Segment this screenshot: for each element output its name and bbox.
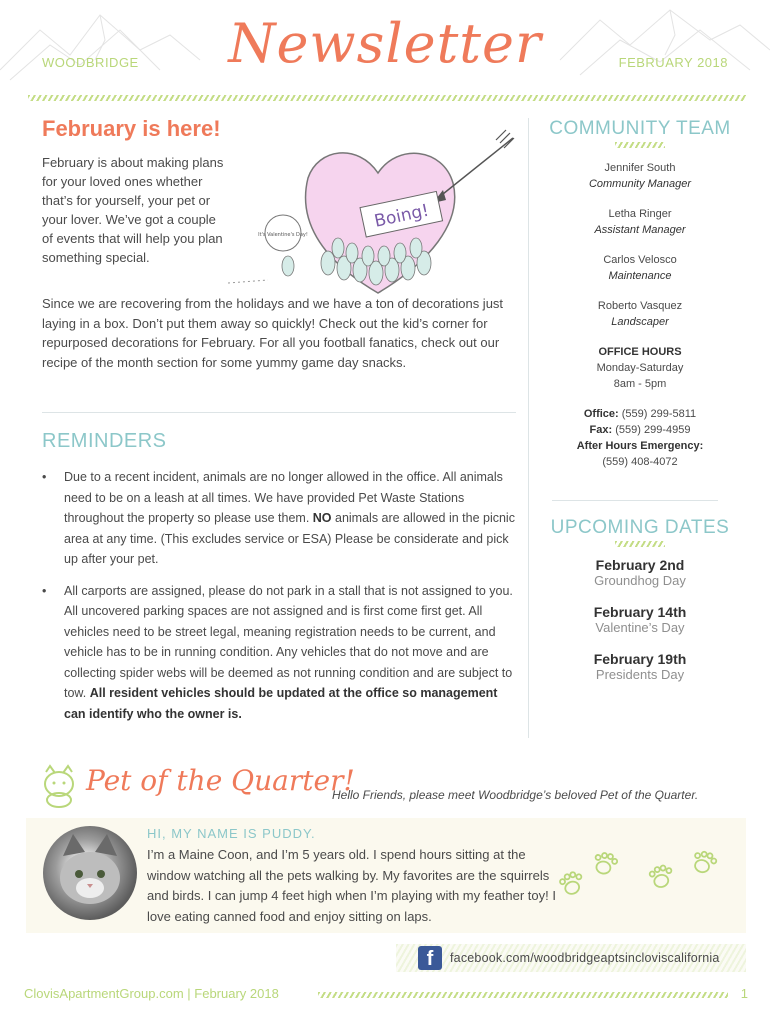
pet-name: HI, MY NAME IS PUDDY. — [147, 826, 316, 841]
column-divider — [528, 118, 529, 738]
pet-of-quarter-title: Pet of the Quarter! — [86, 764, 355, 797]
pet-description: I’m a Maine Coon, and I’m 5 years old. I spend hours sitting at the window watching all the pets walking by. My favorites are the squirrels and birds. I can jump 4 feet high when I’m playing with my feather toy! I love eating canned food and enjoy sitting on laps. — [147, 847, 556, 924]
pet-of-quarter-subtitle: Hello Friends, please meet Woodbridge’s beloved Pet of the Quarter. — [332, 788, 699, 802]
office-contacts: Office: (559) 299-5811 Fax: (559) 299-4959 After Hours Emergency: (559) 408-4072 — [576, 408, 704, 468]
header-issue-date: FEBRUARY 2018 — [618, 55, 728, 70]
paw-prints-icon — [548, 840, 738, 910]
cat-icon — [40, 764, 78, 808]
holidays-paragraph: Since we are recovering from the holidays and we have a ton of decorations just laying in a box. Don’t put them away so quickly! Check out the kid’s corner for repurposed decorations for February. For all you football fanatics, check out our recipe of the month section for some yummy game day snacks. — [42, 296, 504, 370]
pet-of-quarter-header — [40, 762, 740, 812]
team-member: Roberto Vasquez Landscaper — [597, 300, 683, 328]
upcoming-date-item: February 19th Presidents Day — [593, 651, 687, 682]
page-number: 1 — [740, 986, 748, 1001]
team-member: Letha Ringer Assistant Manager — [594, 208, 686, 236]
office-hours: OFFICE HOURS Monday-Saturday 8am - 5pm — [596, 346, 684, 390]
team-member: Carlos Velosco Maintenance — [603, 254, 677, 282]
intro-heading: February is here! — [42, 116, 221, 141]
facebook-link[interactable]: facebook.com/woodbridgeaptsincloviscalifornia — [450, 951, 720, 965]
heading-underline — [615, 541, 665, 547]
upcoming-dates-heading: UPCOMING DATES — [550, 517, 730, 538]
cat-photo — [43, 826, 137, 920]
boing-sign-text: Boing! — [372, 200, 431, 232]
footer-divider — [318, 992, 728, 998]
community-team-heading: COMMUNITY TEAM — [549, 118, 731, 139]
sidebar-divider — [552, 500, 718, 501]
footer-site-and-date: ClovisApartmentGroup.com | February 2018 — [24, 986, 279, 1001]
team-member: Jennifer South Community Manager — [588, 162, 692, 190]
section-divider — [42, 412, 516, 413]
reminder-pets: • Due to a recent incident, animals are no longer allowed in the office. All animals need to be on a leash at all times. We have provided Pet Waste Stations throughout the property so please use them. NO animals are allowed in the picnic area at any time. (This excludes service or ESA) Please be considerate and pick up after your pet. — [42, 467, 520, 570]
facebook-icon[interactable]: f — [418, 946, 442, 970]
header-property-name: WOODBRIDGE — [42, 55, 139, 70]
valentine-speech-text: It's Valentine's Day! — [258, 232, 308, 238]
reminders-heading: REMINDERS — [42, 430, 167, 452]
valentine-heart-illustration — [228, 128, 518, 298]
heading-underline — [615, 142, 665, 148]
upcoming-date-item: February 2nd Groundhog Day — [594, 557, 686, 588]
upcoming-dates-section — [540, 517, 740, 682]
upcoming-date-item: February 14th Valentine’s Day — [593, 604, 687, 635]
reminder-parking: • All carports are assigned, please do not park in a stall that is not assigned to you. All uncovered parking spaces are not assigned and is first come first get. All vehicles need to be street legal, meaning registration needs to be current, and vehicle has to be in running condition. Any vehicles that do not move and are collecting spider webs will be deemed as not running condition and are subject to tow. All resident vehicles should be updated at the office so management can identify who the owner is. — [42, 581, 520, 725]
reminders-list — [42, 467, 520, 735]
community-team-section — [540, 118, 740, 470]
newsletter-title: Newsletter — [228, 12, 542, 75]
intro-paragraph: February is about making plans for your loved ones whether that’s for yourself, your pet or your lover. We’ve got a couple of events that will help you plan something special. — [42, 155, 224, 265]
header-divider — [28, 95, 746, 101]
